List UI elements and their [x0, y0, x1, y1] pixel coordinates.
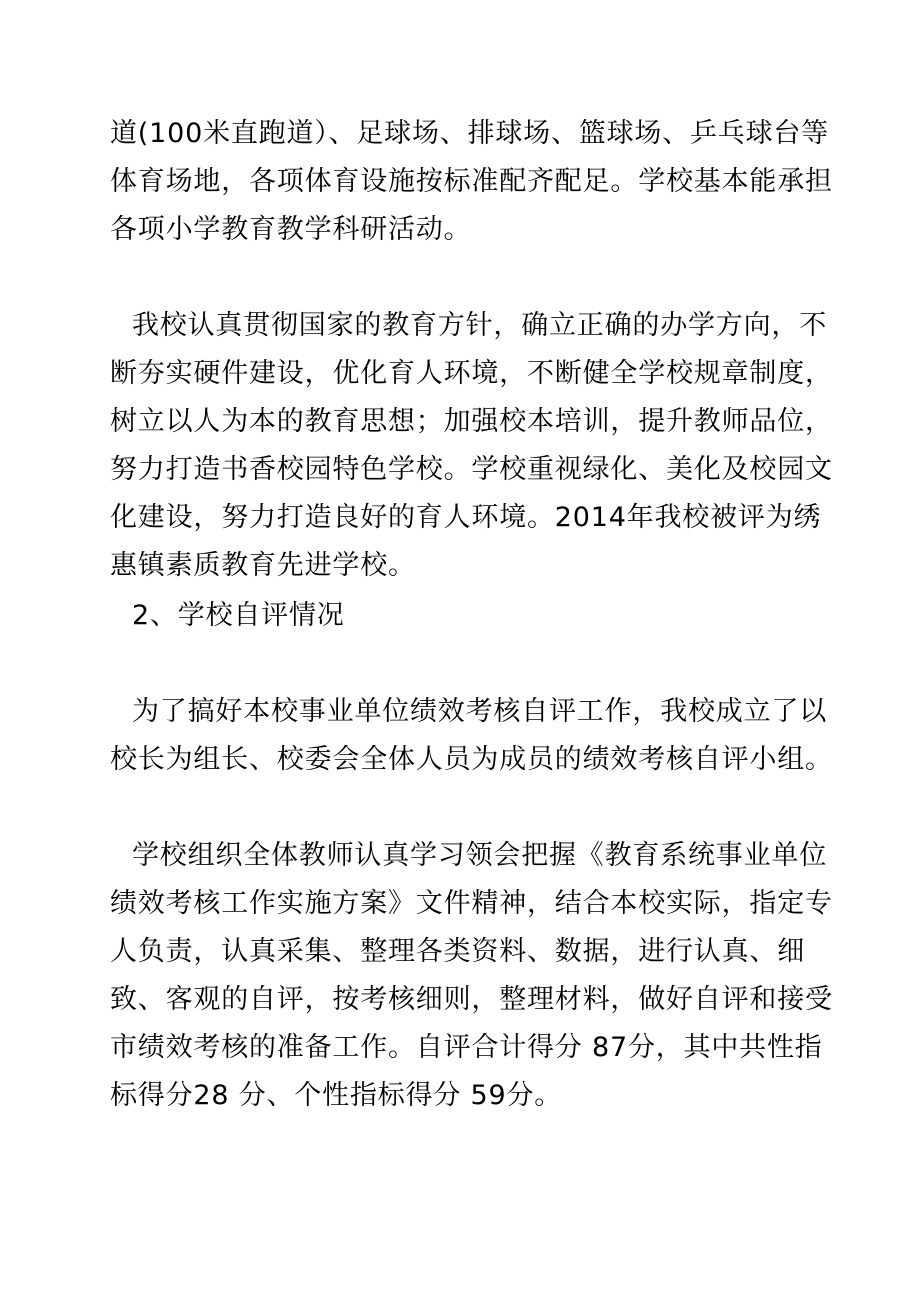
- paragraph-school-philosophy: 我校认真贯彻国家的教育方针，确立正确的办学方向，不断夯实硬件建设，优化育人环境，不断健全学校规章制度，树立以人为本的教育思想；加强校本培训，提升教师品位，努力打造书香校园特色学校。学校重视绿化、美化及校园文化建设，努力打造良好的育人环境。2014年我校被评为绣惠镇素质教育先进学校。: [110, 310, 833, 581]
- paragraph-evaluation-process: 学校组织全体教师认真学习领会把握《教育系统事业单位绩效考核工作实施方案》文件精神，结合本校实际，指定专人负责，认真采集、整理各类资料、数据，进行认真、细致、客观的自评，按考核细则，整理材料，做好自评和接受市绩效考核的准备工作。自评合计得分 87分，其中共性指标得分28 分、个性指标得分 59分。: [110, 840, 833, 1111]
- paragraph-sports-facilities: 道(100米直跑道）、足球场、排球场、篮球场、乒乓球台等体育场地，各项体育设施按标准配齐配足。学校基本能承担各项小学教育教学科研活动。: [110, 118, 833, 245]
- section-heading-self-evaluation: 2、学校自评情况: [132, 600, 345, 631]
- paragraph-evaluation-group: 为了搞好本校事业单位绩效考核自评工作，我校成立了以校长为组长、校委会全体人员为成员的绩效考核自评小组。: [110, 696, 833, 775]
